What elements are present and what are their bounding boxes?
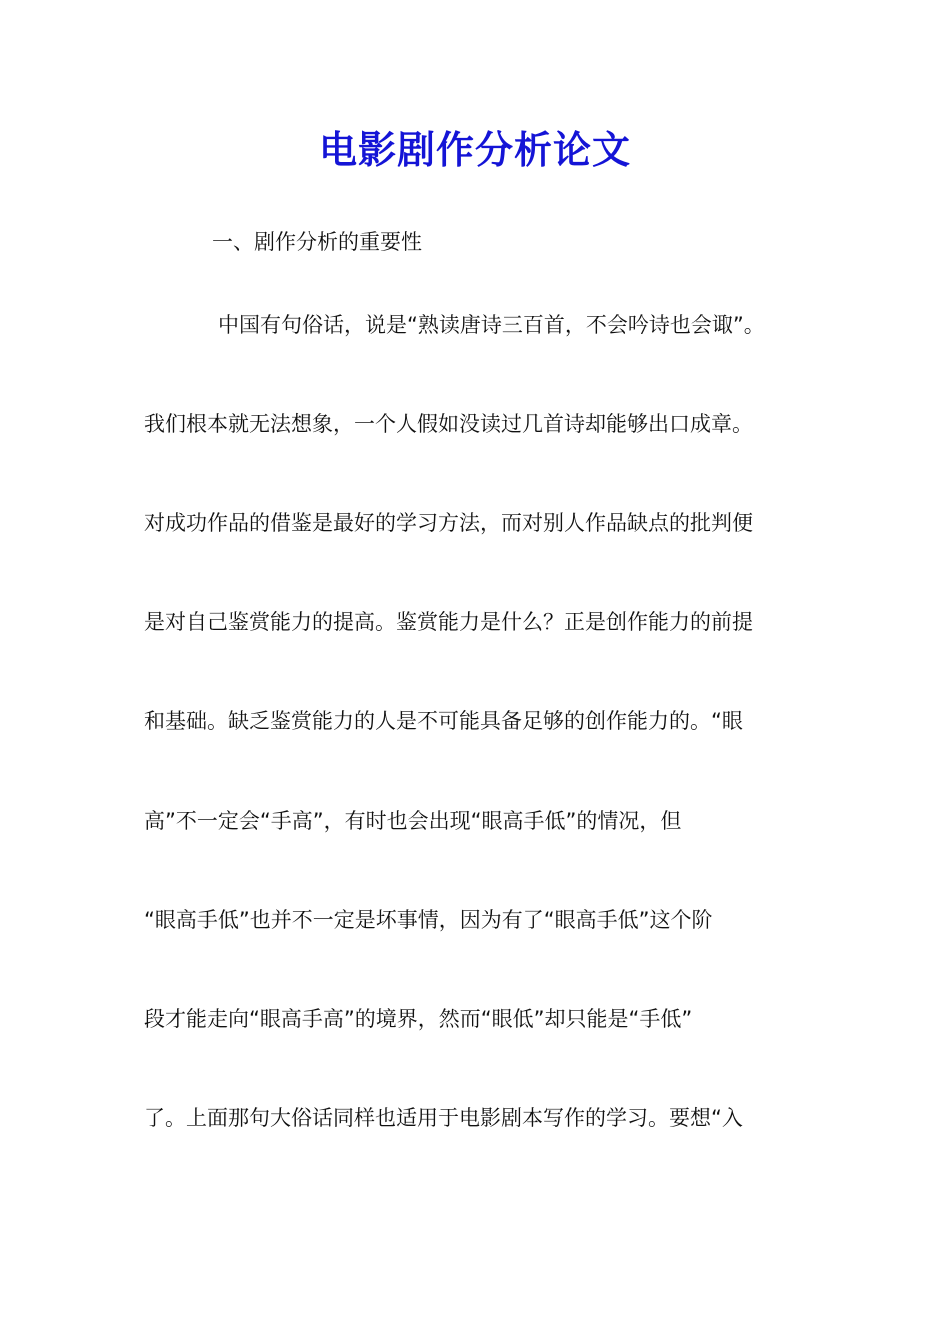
paragraph-line: 高”不一定会“手高”，有时也会出现“眼高手低”的情况，但: [144, 809, 682, 833]
section-heading: 一、剧作分析的重要性: [212, 230, 422, 254]
paragraph-line: 和基础。缺乏鉴赏能力的人是不可能具备足够的创作能力的。“眼: [144, 709, 743, 733]
paragraph-line: 中国有句俗话，说是“熟读唐诗三百首，不会吟诗也会诹”。: [218, 313, 765, 337]
paragraph-line: 是对自己鉴赏能力的提高。鉴赏能力是什么？正是创作能力的前提: [144, 610, 753, 634]
paragraph-line: 段才能走向“眼高手高”的境界，然而“眼低”却只能是“手低”: [144, 1007, 693, 1031]
paragraph-line: “眼高手低”也并不一定是坏事情，因为有了“眼高手低”这个阶: [144, 908, 713, 932]
document-title: 电影剧作分析论文: [318, 127, 631, 172]
paragraph-line: 了。上面那句大俗话同样也适用于电影剧本写作的学习。要想“入: [144, 1106, 743, 1130]
paragraph-line: 我们根本就无法想象，一个人假如没读过几首诗却能够出口成章。: [144, 412, 753, 436]
paragraph-line: 对成功作品的借鉴是最好的学习方法，而对别人作品缺点的批判便: [144, 511, 753, 535]
